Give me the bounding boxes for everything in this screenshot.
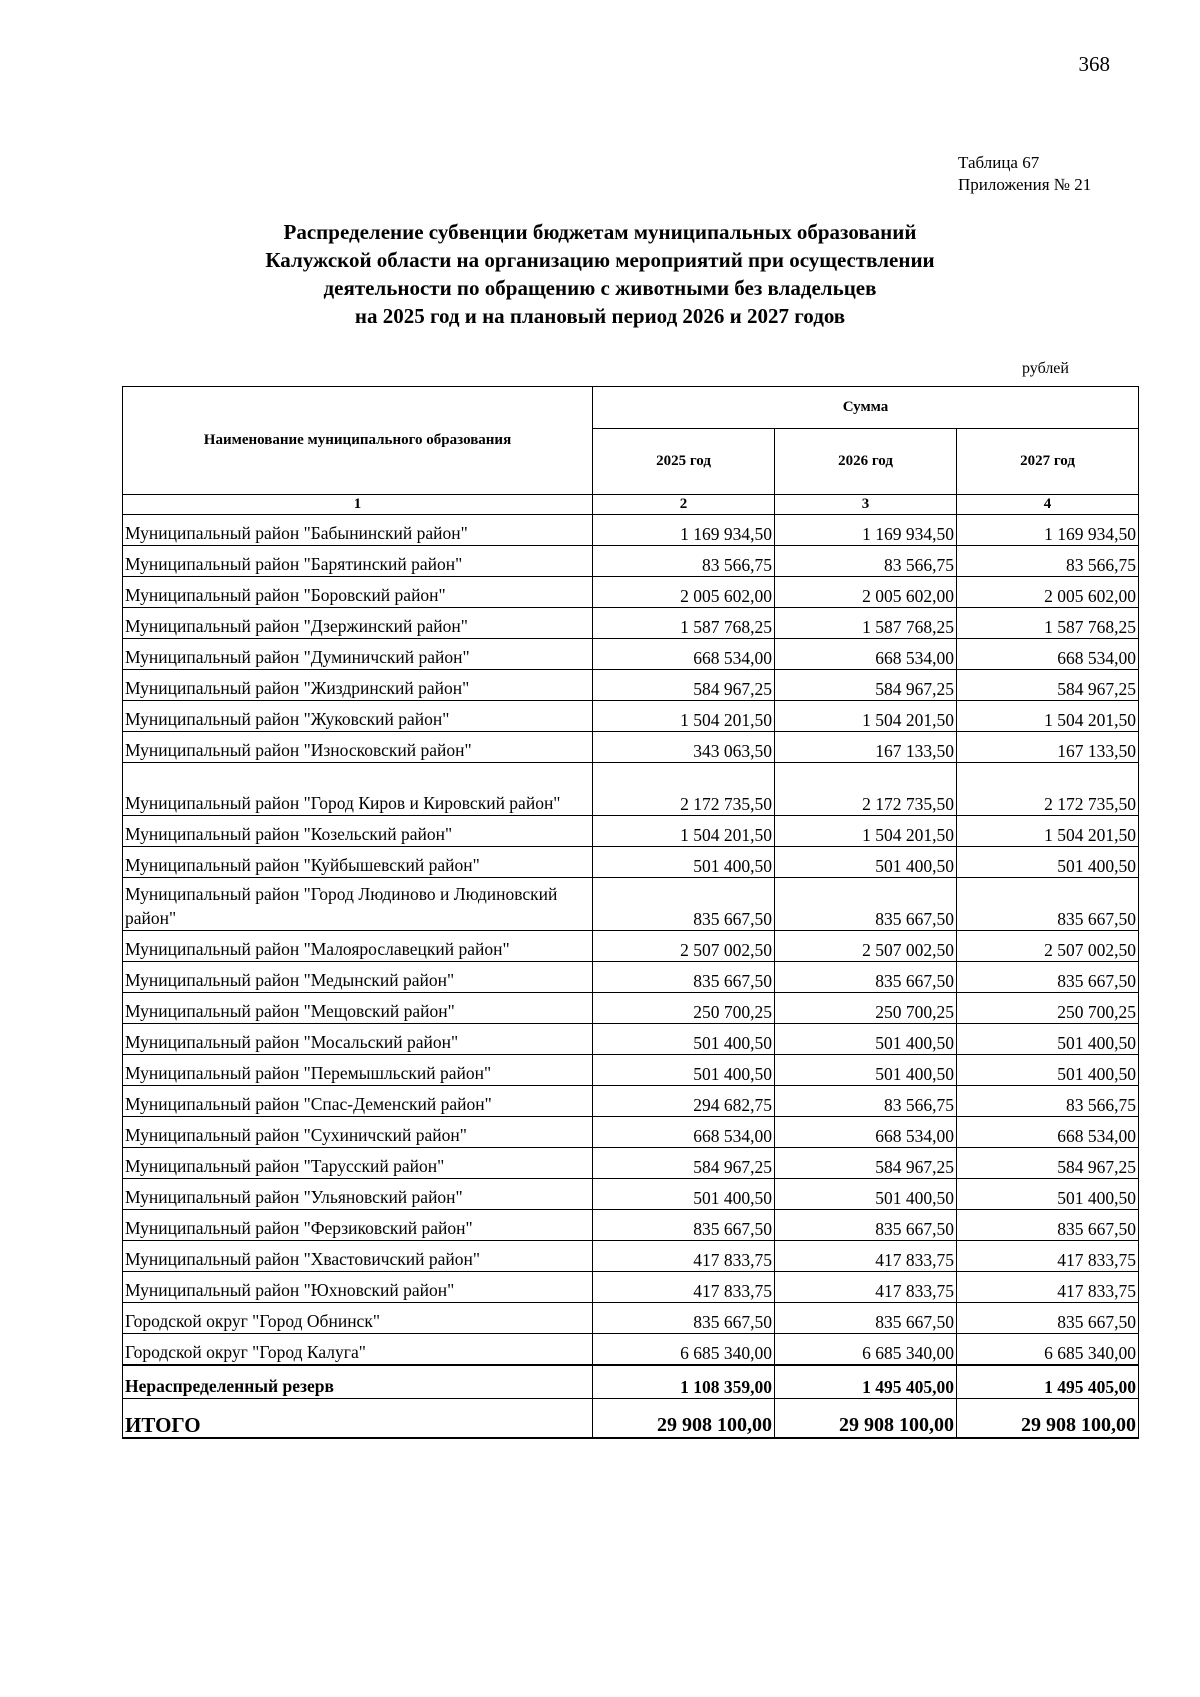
municipality-name: Муниципальный район "Юхновский район" <box>123 1272 593 1303</box>
amount-2026: 1 504 201,50 <box>775 701 957 732</box>
table-row <box>123 1055 1139 1086</box>
table-row <box>123 1179 1139 1210</box>
table-row <box>123 1086 1139 1117</box>
table-row <box>123 639 1139 670</box>
amount-2027: 668 534,00 <box>957 639 1139 670</box>
municipality-name: Муниципальный район "Износковский район" <box>123 732 593 763</box>
units-label: рублей <box>1022 360 1069 377</box>
subvention-table <box>122 386 1139 1439</box>
amount-2027: 835 667,50 <box>957 878 1139 931</box>
amount-2027: 417 833,75 <box>957 1272 1139 1303</box>
amount-2025: 6 685 340,00 <box>593 1334 775 1366</box>
table-row <box>123 608 1139 639</box>
header-year-2027: 2027 год <box>957 429 1139 495</box>
amount-2026: 501 400,50 <box>775 1024 957 1055</box>
amount-2027: 501 400,50 <box>957 1055 1139 1086</box>
total-2026: 29 908 100,00 <box>775 1399 957 1439</box>
amount-2026: 417 833,75 <box>775 1241 957 1272</box>
table-row <box>123 1272 1139 1303</box>
page-number: 368 <box>1078 52 1110 76</box>
municipality-name: Муниципальный район "Боровский район" <box>123 577 593 608</box>
reserve-name: Нераспределенный резерв <box>123 1365 593 1399</box>
table-row <box>123 670 1139 701</box>
amount-2025: 1 169 934,50 <box>593 515 775 546</box>
amount-2027: 501 400,50 <box>957 1179 1139 1210</box>
municipality-name: Муниципальный район "Город Киров и Кировский район" <box>123 763 593 816</box>
amount-2025: 2 172 735,50 <box>593 763 775 816</box>
col-number: 2 <box>593 495 775 515</box>
title-line3: деятельности по обращению с животными без владельцев <box>323 276 877 300</box>
municipality-name: Муниципальный район "Барятинский район" <box>123 546 593 577</box>
amount-2026: 1 587 768,25 <box>775 608 957 639</box>
municipality-name: Муниципальный район "Ульяновский район" <box>123 1179 593 1210</box>
amount-2027: 2 172 735,50 <box>957 763 1139 816</box>
table-row <box>123 1117 1139 1148</box>
amount-2026: 2 172 735,50 <box>775 763 957 816</box>
title-line1: Распределение субвенции бюджетам муниципальных образований <box>283 220 917 244</box>
amount-2027: 835 667,50 <box>957 1303 1139 1334</box>
amount-2027: 1 504 201,50 <box>957 701 1139 732</box>
amount-2027: 2 005 602,00 <box>957 577 1139 608</box>
municipality-name: Муниципальный район "Тарусский район" <box>123 1148 593 1179</box>
amount-2025: 501 400,50 <box>593 847 775 878</box>
amount-2026: 6 685 340,00 <box>775 1334 957 1366</box>
amount-2025: 501 400,50 <box>593 1024 775 1055</box>
table-row <box>123 577 1139 608</box>
table-row <box>123 701 1139 732</box>
amount-2026: 250 700,25 <box>775 993 957 1024</box>
amount-2025: 294 682,75 <box>593 1086 775 1117</box>
table-row <box>123 515 1139 546</box>
amount-2026: 83 566,75 <box>775 546 957 577</box>
amount-2027: 2 507 002,50 <box>957 931 1139 962</box>
amount-2025: 584 967,25 <box>593 670 775 701</box>
amount-2027: 1 504 201,50 <box>957 816 1139 847</box>
amount-2027: 83 566,75 <box>957 1086 1139 1117</box>
reserve-2026: 1 495 405,00 <box>775 1365 957 1399</box>
amount-2025: 835 667,50 <box>593 1303 775 1334</box>
municipality-name: Муниципальный район "Бабынинский район" <box>123 515 593 546</box>
amount-2025: 835 667,50 <box>593 962 775 993</box>
amount-2026: 668 534,00 <box>775 639 957 670</box>
amount-2026: 835 667,50 <box>775 962 957 993</box>
total-name: ИТОГО <box>123 1399 593 1439</box>
table-row <box>123 931 1139 962</box>
table-row <box>123 732 1139 763</box>
amount-2027: 6 685 340,00 <box>957 1334 1139 1366</box>
municipality-name: Муниципальный район "Мосальский район" <box>123 1024 593 1055</box>
col-number: 4 <box>957 495 1139 515</box>
table-ref-line2: Приложения № 21 <box>958 175 1092 194</box>
amount-2026: 501 400,50 <box>775 1179 957 1210</box>
header-year-2025: 2025 год <box>593 429 775 495</box>
table-row <box>123 1024 1139 1055</box>
amount-2027: 83 566,75 <box>957 546 1139 577</box>
total-2025: 29 908 100,00 <box>593 1399 775 1439</box>
header-name: Наименование муниципального образования <box>123 387 593 495</box>
amount-2026: 584 967,25 <box>775 1148 957 1179</box>
amount-2027: 835 667,50 <box>957 962 1139 993</box>
amount-2026: 835 667,50 <box>775 1303 957 1334</box>
table-row <box>123 847 1139 878</box>
table-reference <box>958 152 1091 196</box>
table-row <box>123 1148 1139 1179</box>
municipality-name: Городской округ "Город Обнинск" <box>123 1303 593 1334</box>
col-number: 3 <box>775 495 957 515</box>
amount-2025: 835 667,50 <box>593 878 775 931</box>
amount-2025: 1 504 201,50 <box>593 816 775 847</box>
amount-2025: 1 587 768,25 <box>593 608 775 639</box>
municipality-name: Муниципальный район "Козельский район" <box>123 816 593 847</box>
total-row <box>123 1399 1139 1439</box>
title-line4: на 2025 год и на плановый период 2026 и 2027 годов <box>354 304 846 328</box>
amount-2026: 501 400,50 <box>775 1055 957 1086</box>
table-row <box>123 1334 1139 1366</box>
table-row <box>123 962 1139 993</box>
table-row <box>123 763 1139 816</box>
amount-2026: 167 133,50 <box>775 732 957 763</box>
amount-2025: 2 005 602,00 <box>593 577 775 608</box>
municipality-name: Муниципальный район "Спас-Деменский район" <box>123 1086 593 1117</box>
municipality-name: Муниципальный район "Ферзиковский район" <box>123 1210 593 1241</box>
amount-2025: 417 833,75 <box>593 1272 775 1303</box>
table-row <box>123 816 1139 847</box>
table-row <box>123 1303 1139 1334</box>
reserve-2025: 1 108 359,00 <box>593 1365 775 1399</box>
amount-2026: 83 566,75 <box>775 1086 957 1117</box>
amount-2027: 668 534,00 <box>957 1117 1139 1148</box>
table-body <box>123 515 1139 1366</box>
amount-2025: 584 967,25 <box>593 1148 775 1179</box>
amount-2026: 584 967,25 <box>775 670 957 701</box>
table-row <box>123 1241 1139 1272</box>
municipality-name: Муниципальный район "Хвастовичский район" <box>123 1241 593 1272</box>
amount-2025: 501 400,50 <box>593 1179 775 1210</box>
amount-2025: 501 400,50 <box>593 1055 775 1086</box>
amount-2027: 835 667,50 <box>957 1210 1139 1241</box>
col-number: 1 <box>123 495 593 515</box>
amount-2025: 668 534,00 <box>593 639 775 670</box>
municipality-name: Муниципальный район "Перемышльский район" <box>123 1055 593 1086</box>
amount-2025: 668 534,00 <box>593 1117 775 1148</box>
amount-2027: 584 967,25 <box>957 670 1139 701</box>
table-row <box>123 878 1139 931</box>
total-2027: 29 908 100,00 <box>957 1399 1139 1439</box>
reserve-2027: 1 495 405,00 <box>957 1365 1139 1399</box>
amount-2025: 835 667,50 <box>593 1210 775 1241</box>
municipality-name: Муниципальный район "Сухиничский район" <box>123 1117 593 1148</box>
municipality-name: Муниципальный район "Медынский район" <box>123 962 593 993</box>
table-row <box>123 546 1139 577</box>
amount-2027: 167 133,50 <box>957 732 1139 763</box>
municipality-name: Муниципальный район "Куйбышевский район" <box>123 847 593 878</box>
amount-2025: 83 566,75 <box>593 546 775 577</box>
amount-2027: 1 587 768,25 <box>957 608 1139 639</box>
municipality-name: Муниципальный район "Мещовский район" <box>123 993 593 1024</box>
municipality-name: Муниципальный район "Жуковский район" <box>123 701 593 732</box>
reserve-row <box>123 1365 1139 1399</box>
amount-2026: 668 534,00 <box>775 1117 957 1148</box>
amount-2027: 501 400,50 <box>957 847 1139 878</box>
table-row <box>123 993 1139 1024</box>
header-year-2026: 2026 год <box>775 429 957 495</box>
title-line2: Калужской области на организацию мероприятий при осуществлении <box>265 248 935 272</box>
amount-2026: 835 667,50 <box>775 878 957 931</box>
amount-2026: 835 667,50 <box>775 1210 957 1241</box>
municipality-name: Городской округ "Город Калуга" <box>123 1334 593 1366</box>
table-ref-line1: Таблица 67 <box>958 153 1040 172</box>
amount-2025: 250 700,25 <box>593 993 775 1024</box>
amount-2026: 501 400,50 <box>775 847 957 878</box>
amount-2025: 417 833,75 <box>593 1241 775 1272</box>
amount-2026: 417 833,75 <box>775 1272 957 1303</box>
amount-2027: 584 967,25 <box>957 1148 1139 1179</box>
amount-2026: 2 507 002,50 <box>775 931 957 962</box>
amount-2026: 2 005 602,00 <box>775 577 957 608</box>
amount-2027: 250 700,25 <box>957 993 1139 1024</box>
header-sum: Сумма <box>593 387 1139 429</box>
municipality-name: Муниципальный район "Жиздринский район" <box>123 670 593 701</box>
amount-2025: 1 504 201,50 <box>593 701 775 732</box>
municipality-name: Муниципальный район "Город Людиново и Людиновский район" <box>123 878 593 931</box>
document-title <box>200 218 1000 330</box>
amount-2027: 501 400,50 <box>957 1024 1139 1055</box>
amount-2026: 1 169 934,50 <box>775 515 957 546</box>
municipality-name: Муниципальный район "Дзержинский район" <box>123 608 593 639</box>
table-row <box>123 1210 1139 1241</box>
municipality-name: Муниципальный район "Малоярославецкий район" <box>123 931 593 962</box>
amount-2027: 417 833,75 <box>957 1241 1139 1272</box>
amount-2025: 343 063,50 <box>593 732 775 763</box>
municipality-name: Муниципальный район "Думиничский район" <box>123 639 593 670</box>
amount-2026: 1 504 201,50 <box>775 816 957 847</box>
amount-2025: 2 507 002,50 <box>593 931 775 962</box>
amount-2027: 1 169 934,50 <box>957 515 1139 546</box>
